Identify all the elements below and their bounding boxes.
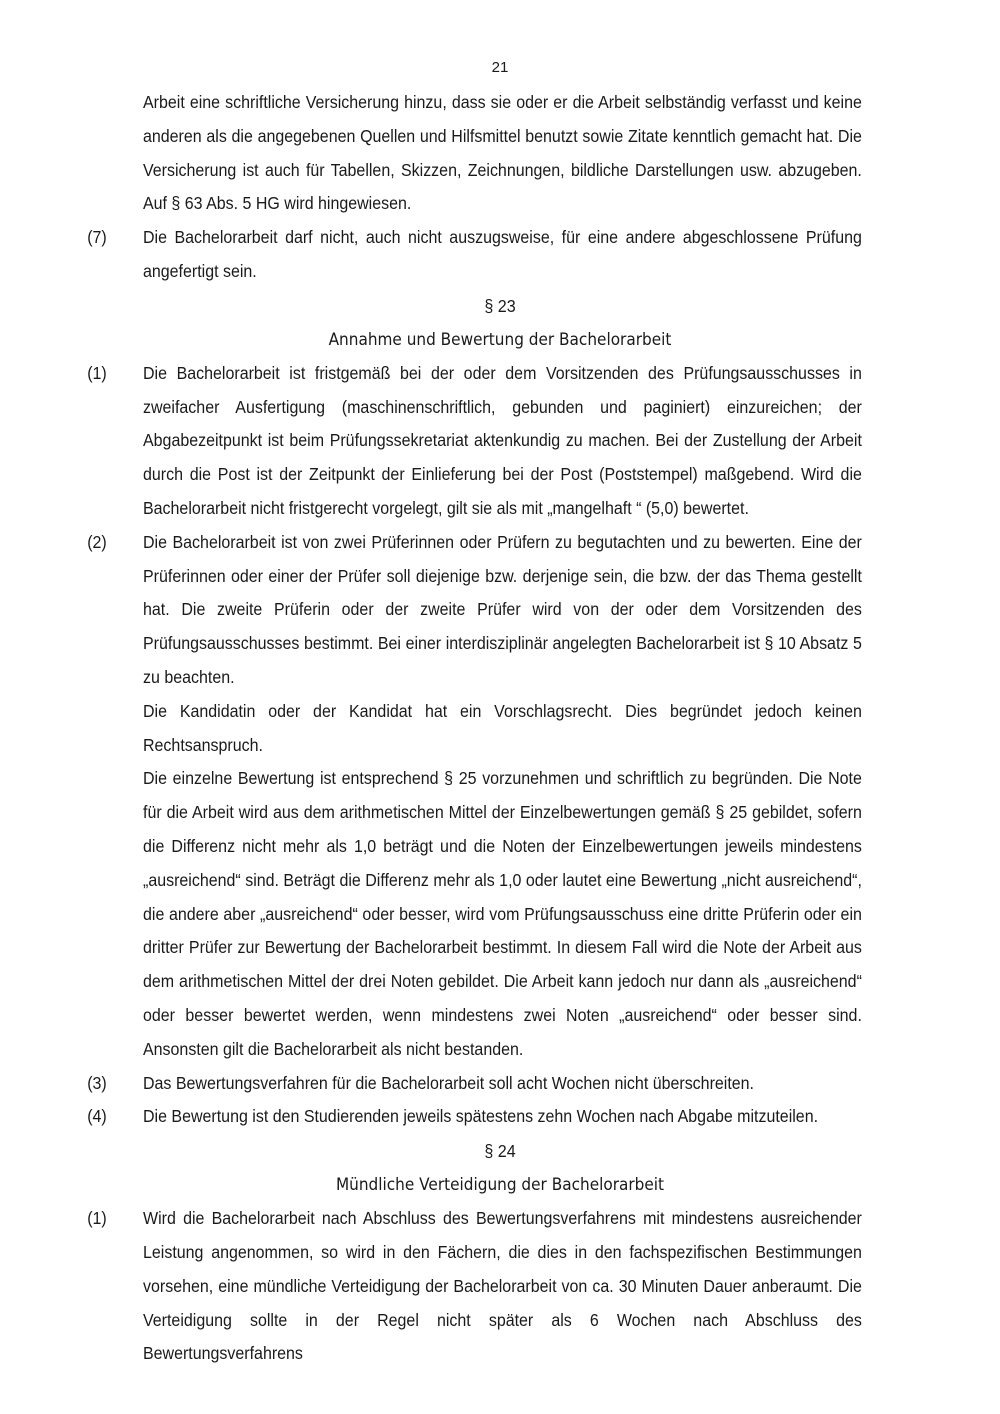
paragraph-text: Die Bachelorarbeit ist fristgemäß bei der oder dem Vorsitzenden des Prüfungsausschusses in zweifacher Ausfertigung (maschinenschriftlich, gebunden und paginiert) einzureichen; der Abgabezeitpunkt ist beim Prüfungssekretariat aktenkundig zu machen. Bei der Zustellung der Arbeit durch die Post ist der Zeitpunkt der Einlieferung bei der Post (Poststempel) maßgebend. Wird die Bachelorarbeit nicht fristgerecht vorgelegt, gilt sie als mit „mangelhaft “ (5,0) bewertet. (143, 362, 862, 518)
section-24-title: Mündliche Verteidigung der Bachelorarbeit (335, 1175, 665, 1196)
section-23-paragraph-4 (10, 1100, 862, 1134)
paragraph-text: Die Bewertung ist den Studierenden jeweils spätestens zehn Wochen nach Abgabe mitzuteilen. (143, 1106, 819, 1127)
paragraph-text: Die Kandidatin oder der Kandidat hat ein Vorschlagsrecht. Dies begründet jedoch keinen Rechtsanspruch. (143, 700, 862, 755)
paragraph-text: Das Bewertungsverfahren für die Bachelorarbeit soll acht Wochen nicht überschreiten. (143, 1072, 754, 1093)
paragraph-text: Die Bachelorarbeit ist von zwei Prüferinnen oder Prüfern zu begutachten und zu bewerten. Eine der Prüferinnen oder einer der Prüfer soll diejenige bzw. derjenige sein, die bzw. der das Thema gestellt hat. Die zweite Prüferin oder der zweite Prüfer wird von der oder dem Vorsitzenden des Prüfungsausschusses bestimmt. Bei einer interdisziplinär angelegten Bachelorarbeit ist § 10 Absatz 5 zu beachten. (143, 531, 862, 687)
page-number: 21 (491, 59, 509, 76)
paragraph-number: (4) (87, 1106, 107, 1127)
section-23-paragraph-3 (10, 1067, 862, 1101)
section-23-paragraph-2-sub-2 (10, 762, 862, 1066)
section-23-title: Annahme und Bewertung der Bachelorarbeit (328, 329, 672, 350)
section-23-sign: § 23 (484, 295, 516, 316)
document-body (0, 86, 1000, 1371)
paragraph-number: (7) (87, 227, 107, 248)
paragraph-text: Die einzelne Bewertung ist entsprechend § 25 vorzunehmen und schriftlich zu begründen. Die Note für die Arbeit wird aus dem arithmetischen Mittel der Einzelbewertungen gemäß § 25 gebildet, sofern die Differenz nicht mehr als 1,0 beträgt und die Noten der Einzelbewertungen jeweils mindestens „ausreichend“ sind. Beträgt die Differenz mehr als 1,0 oder lautet eine Bewertung „nicht ausreichend“, die andere aber „ausreichend“ oder besser, wird vom Prüfungsausschuss eine dritte Prüferin oder ein dritter Prüfer zur Bewertung der Bachelorarbeit bestimmt. In diesem Fall wird die Note der Arbeit aus dem arithmetischen Mittel der drei Noten gebildet. Die Arbeit kann jedoch nur dann als „ausreichend“ oder besser bewertet werden, wenn mindestens zwei Noten „ausreichend“ oder besser sind. Ansonsten gilt die Bachelorarbeit als nicht bestanden. (143, 768, 862, 1059)
section-23-paragraph-2 (10, 526, 862, 695)
section-23-paragraph-1 (10, 357, 862, 526)
paragraph-text: Die Bachelorarbeit darf nicht, auch nicht auszugsweise, für eine andere abgeschlossene Prüfung angefertigt sein. (143, 227, 862, 281)
paragraph-7 (10, 221, 862, 289)
section-24-sign: § 24 (484, 1141, 516, 1162)
paragraph-text: Wird die Bachelorarbeit nach Abschluss des Bewertungsverfahrens mit mindestens ausreichender Leistung angenommen, so wird in den Fächern, die dies in den fachspezifischen Bestimmungen vorsehen, eine mündliche Verteidigung der Bachelorarbeit von ca. 30 Minuten Dauer anberaumt. Die Verteidigung sollte in der Regel nicht später als 6 Wochen nach Abschluss des Bewertungsverfahrens (143, 1208, 862, 1364)
paragraph-number: (1) (87, 1208, 107, 1229)
paragraph-number: (2) (87, 531, 107, 552)
paragraph-number: (1) (87, 362, 107, 383)
section-23-paragraph-2-sub-1 (10, 695, 862, 763)
paragraph-text: Arbeit eine schriftliche Versicherung hinzu, dass sie oder er die Arbeit selbständig verfasst und keine anderen als die angegebenen Quellen und Hilfsmittel benutzt sowie Zitate kenntlich gemacht hat. Die Versicherung ist auch für Tabellen, Skizzen, Zeichnungen, bildliche Darstellungen usw. abzugeben. Auf § 63 Abs. 5 HG wird hingewiesen. (143, 92, 862, 214)
paragraph-continuation (10, 86, 862, 221)
paragraph-number: (3) (87, 1072, 107, 1093)
section-24-paragraph-1 (10, 1202, 862, 1371)
